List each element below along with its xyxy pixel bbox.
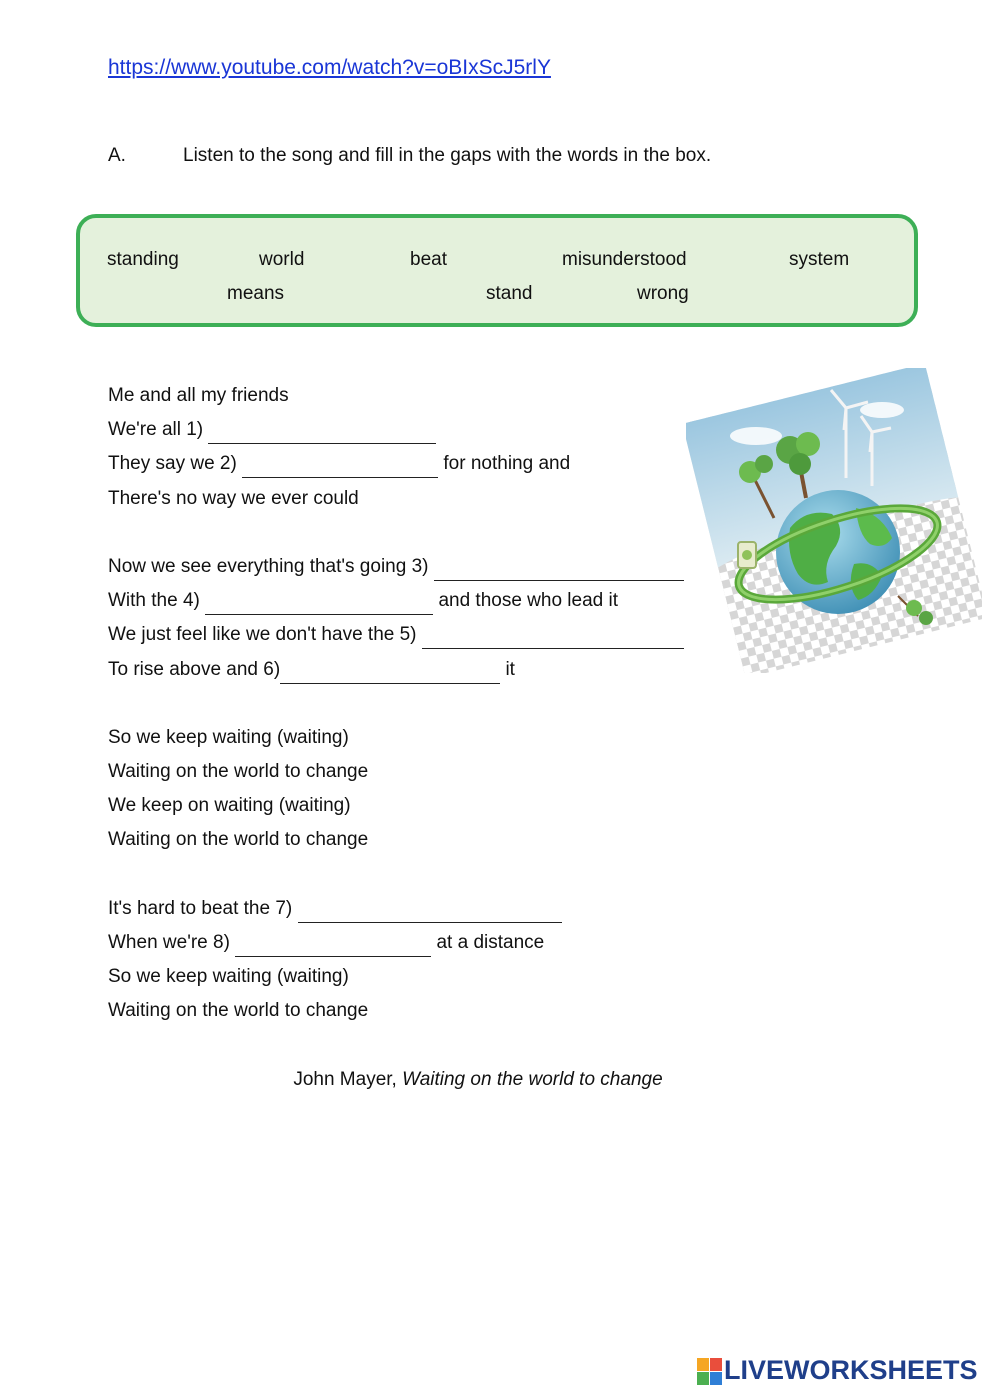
liveworksheets-logo-icon (697, 1358, 723, 1386)
credit-artist: John Mayer, (293, 1069, 403, 1090)
lyric-line (108, 932, 544, 957)
word-world: world (259, 249, 305, 270)
gap-8-input[interactable] (235, 936, 431, 957)
word-standing: standing (107, 249, 179, 270)
gap-4-input[interactable] (205, 594, 433, 615)
lyric-line (108, 624, 684, 649)
lyric-line: We keep on waiting (waiting) (108, 795, 351, 816)
lyric-line (108, 419, 436, 444)
footer-brand: LIVEWORKSHEETS (724, 1355, 978, 1385)
lyric-line: So we keep waiting (waiting) (108, 966, 349, 987)
song-credit (0, 1069, 956, 1091)
instruction-text: Listen to the song and fill in the gaps with the words in the box. (183, 145, 712, 166)
word-system: system (789, 249, 850, 270)
credit-title: Waiting on the world to change (402, 1069, 663, 1090)
word-means: means (227, 283, 285, 304)
gap-5-input[interactable] (422, 628, 684, 649)
lyric-line: Waiting on the world to change (108, 761, 369, 782)
lyric-line (108, 453, 570, 478)
lyric-text: With the 4) (108, 590, 200, 611)
lyric-line (108, 590, 618, 615)
lyric-text: at a distance (436, 932, 545, 953)
section-letter: A. (108, 145, 126, 166)
gap-2-input[interactable] (242, 457, 438, 478)
gap-7-input[interactable] (298, 902, 562, 923)
gap-1-input[interactable] (208, 423, 436, 444)
gap-3-input[interactable] (434, 560, 684, 581)
word-beat: beat (410, 249, 447, 270)
gap-6-input[interactable] (280, 663, 500, 684)
lyric-line: Waiting on the world to change (108, 829, 369, 850)
lyric-line (108, 556, 684, 581)
lyric-text: When we're 8) (108, 932, 230, 953)
word-wrong: wrong (637, 283, 689, 304)
word-box (76, 214, 918, 327)
earth-illustration (686, 368, 982, 673)
lyric-line: Me and all my friends (108, 385, 289, 406)
lyric-line: There's no way we ever could (108, 488, 359, 509)
lyric-text: and those who lead it (438, 590, 619, 611)
youtube-link[interactable]: https://www.youtube.com/watch?v=oBIxScJ5rlY (108, 56, 551, 79)
lyric-line: So we keep waiting (waiting) (108, 727, 349, 748)
lyric-line (108, 659, 515, 684)
lyric-line (108, 898, 562, 923)
lyric-text: We're all 1) (108, 419, 204, 440)
lyric-text: We just feel like we don't have the 5) (108, 624, 417, 645)
lyric-text: They say we 2) (108, 453, 237, 474)
word-stand: stand (486, 283, 533, 304)
lyric-text: It's hard to beat the 7) (108, 898, 293, 919)
lyric-text: it (505, 659, 515, 680)
word-misunderstood: misunderstood (562, 249, 687, 270)
lyric-text: Now we see everything that's going 3) (108, 556, 429, 577)
lyric-text: To rise above and 6) (108, 659, 281, 680)
lyric-line: Waiting on the world to change (108, 1000, 369, 1021)
lyric-text: for nothing and (443, 453, 571, 474)
